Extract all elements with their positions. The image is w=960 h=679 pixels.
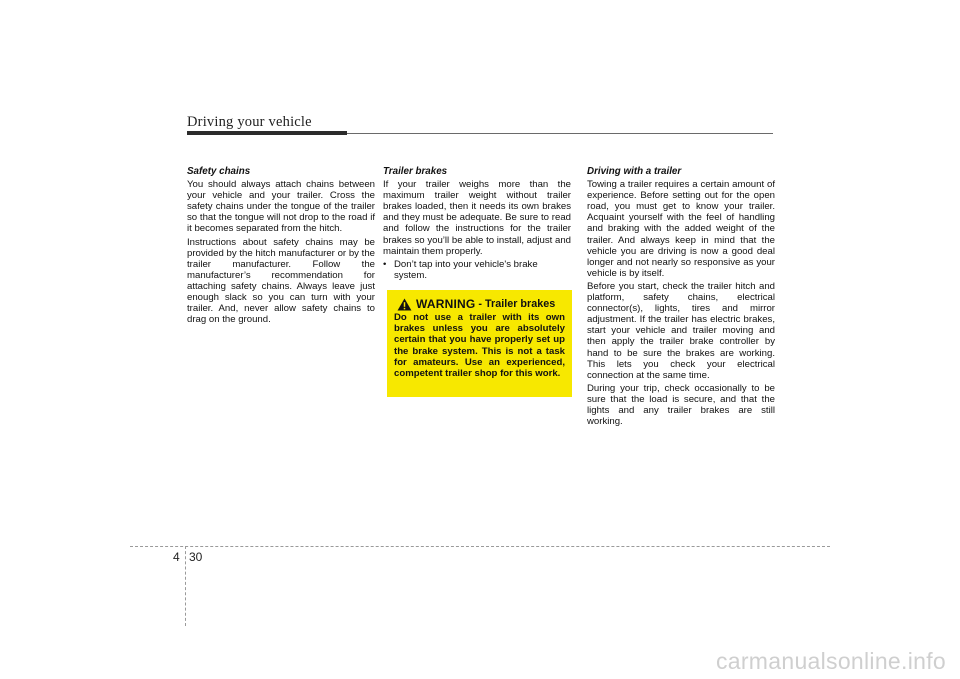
paragraph: If your trailer weighs more than the maximum trailer weight without trailer brakes loaded, then it needs its own brakes and they must be adequate. Be sure to read and follow the instructions for the trailer brakes so you’ll be able to install, adjust and maintain them properly. xyxy=(383,179,571,257)
paragraph: Instructions about safety chains may be provided by the hitch manufacturer or by the trailer manufacturer. Follow the manufacturer’s recommendation for attaching safety chains. Always leave just enough slack so you can turn with your trailer. And, never allow safety chains to drag on the ground. xyxy=(187,236,375,326)
paragraph: During your trip, check occasionally to be sure that the load is secure, and that the lights and any trailer brakes are still working. xyxy=(587,382,775,428)
watermark: carmanualsonline.info xyxy=(715,648,946,674)
warning-label: WARNING xyxy=(416,297,476,311)
section-title-driving-with-trailer: Driving with a trailer xyxy=(587,166,682,177)
section-title-trailer-brakes: Trailer brakes xyxy=(383,166,448,177)
bullet-dot: • xyxy=(383,258,387,270)
footer-vertical-divider xyxy=(185,546,186,626)
header-rule-thick xyxy=(187,131,347,135)
column-trailer-brakes xyxy=(383,166,571,281)
page-number: 30 xyxy=(189,550,203,564)
section-title-safety-chains: Safety chains xyxy=(187,166,251,177)
warning-triangle-icon xyxy=(397,298,412,311)
header-rule-thin xyxy=(347,133,773,134)
paragraph: Before you start, check the trailer hitch and platform, safety chains, electrical connector(s), lights, tires and mirror adjustment. If the trailer has electric brakes, start your vehicle and trailer moving and then apply the trailer brake controller by hand to be sure the brakes are working. This lets you check your electrical connection at the same time. xyxy=(587,280,775,381)
bullet-text: Don’t tap into your vehicle's brake system. xyxy=(394,258,538,281)
warning-subtitle: - Trailer brakes xyxy=(478,298,556,310)
chapter-number: 4 xyxy=(173,550,180,564)
bullet-item xyxy=(383,259,571,281)
warning-header xyxy=(397,297,565,311)
warning-box xyxy=(387,290,572,397)
footer-divider xyxy=(130,546,830,547)
paragraph: Towing a trailer requires a certain amount of experience. Before setting out for the open road, you must get to know your trailer. Acquaint yourself with the feel of handling and braking with the added weight of the trailer. And always keep in mind that the vehicle you are driving is now a good deal longer and not nearly so responsive as your vehicle is by itself. xyxy=(587,179,775,279)
column-safety-chains xyxy=(187,166,375,327)
paragraph: You should always attach chains between your vehicle and your trailer. Cross the safety chains under the tongue of the trailer so that the tongue will not drop to the road if it becomes separated from the hitch. xyxy=(187,179,375,235)
column-driving-with-trailer xyxy=(587,166,775,429)
warning-text: Do not use a trailer with its own brakes unless you are absolutely certain that you have properly set up the brake system. This is not a task for amateurs. Use an experienced, competent trailer shop for this work. xyxy=(394,312,565,380)
page-header-title: Driving your vehicle xyxy=(187,114,312,130)
